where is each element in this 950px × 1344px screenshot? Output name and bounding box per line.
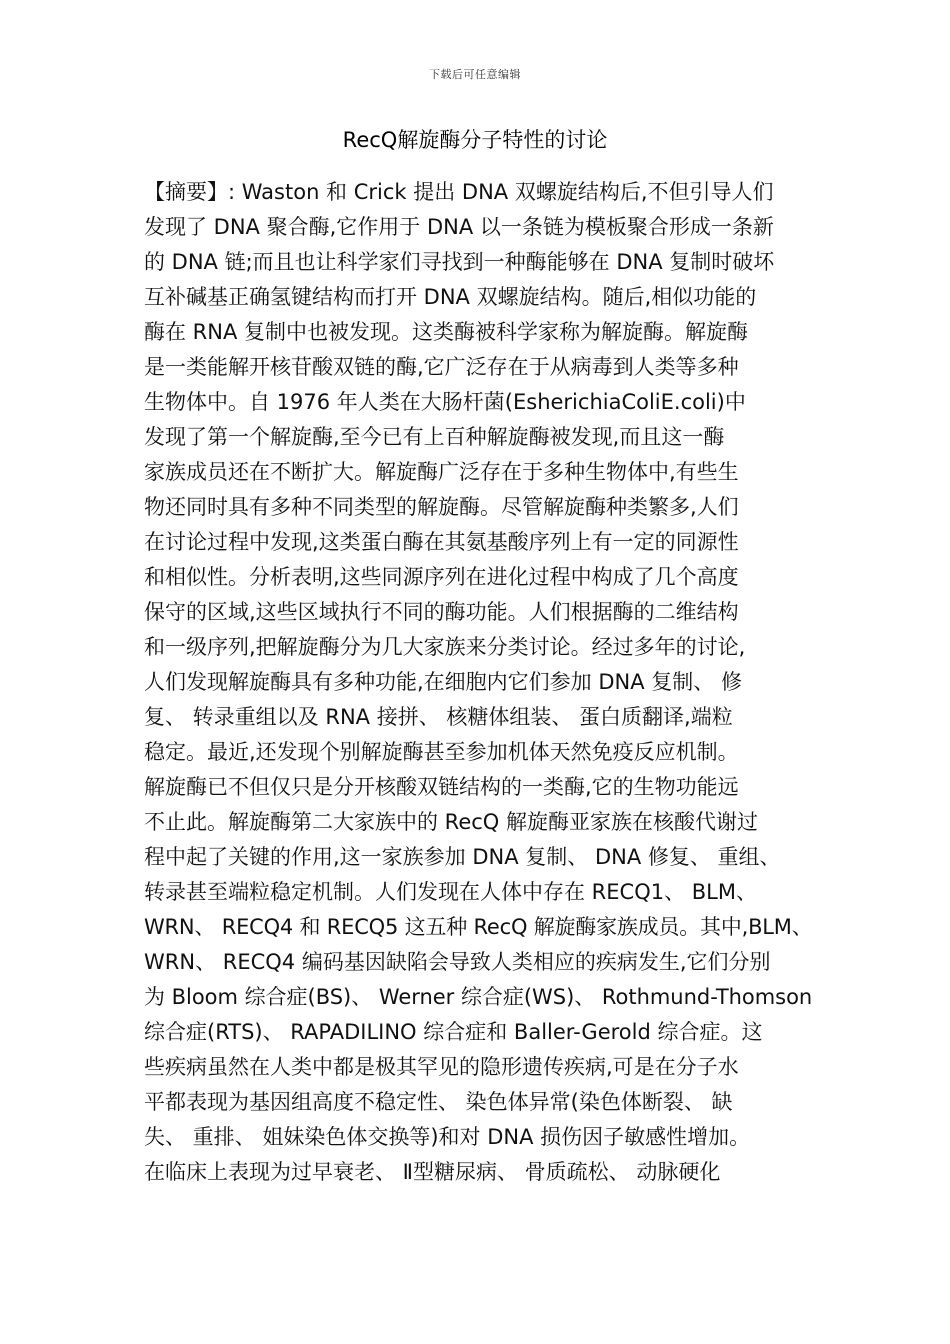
- body-line: 的 DNA 链;而且也让科学家们寻找到一种酶能够在 DNA 复制时破坏: [144, 250, 775, 274]
- body-line: 不止此。解旋酶第二大家族中的 RecQ 解旋酶亚家族在核酸代谢过: [144, 810, 758, 834]
- body-line: 是一类能解开核苷酸双链的酶,它广泛存在于从病毒到人类等多种: [144, 355, 739, 379]
- body-line: 互补碱基正确氢键结构而打开 DNA 双螺旋结构。随后,相似功能的: [144, 285, 757, 309]
- body-line: 发现了 DNA 聚合酶,它作用于 DNA 以一条链为模板聚合形成一条新: [144, 215, 774, 239]
- body-line: 家族成员还在不断扩大。解旋酶广泛存在于多种生物体中,有些生: [144, 460, 739, 484]
- body-line: WRN、 RECQ4 编码基因缺陷会导致人类相应的疾病发生,它们分别: [144, 950, 771, 974]
- body-line: 人们发现解旋酶具有多种功能,在细胞内它们参加 DNA 复制、 修: [144, 670, 742, 694]
- body-line: 程中起了关键的作用,这一家族参加 DNA 复制、 DNA 修复、 重组、: [144, 845, 781, 869]
- body-line: 为 Bloom 综合症(BS)、 Werner 综合症(WS)、 Rothmund-Thomson: [144, 985, 813, 1009]
- body-line: 解旋酶已不但仅只是分开核酸双链结构的一类酶,它的生物功能远: [144, 775, 739, 799]
- body-line: 在讨论过程中发现,这类蛋白酶在其氨基酸序列上有一定的同源性: [144, 530, 739, 554]
- page-header: 下载后可任意编辑: [429, 68, 521, 81]
- body-line: 发现了第一个解旋酶,至今已有上百种解旋酶被发现,而且这一酶: [144, 425, 725, 449]
- body-line: 物还同时具有多种不同类型的解旋酶。尽管解旋酶种类繁多,人们: [144, 495, 739, 519]
- document-title: RecQ解旋酶分子特性的讨论: [342, 128, 608, 152]
- body-line: 和相似性。分析表明,这些同源序列在进化过程中构成了几个高度: [144, 565, 739, 589]
- body-line: 保守的区域,这些区域执行不同的酶功能。人们根据酶的二维结构: [144, 600, 739, 624]
- body-line: 在临床上表现为过早衰老、 Ⅱ型糖尿病、 骨质疏松、 动脉硬化: [144, 1160, 721, 1184]
- body-text: [144, 175, 812, 1190]
- body-line: 复、 转录重组以及 RNA 接拼、 核糖体组装、 蛋白质翻译,端粒: [144, 705, 733, 729]
- body-line: 【摘要】: Waston 和 Crick 提出 DNA 双螺旋结构后,不但引导人们: [144, 180, 774, 204]
- body-line: 酶在 RNA 复制中也被发现。这类酶被科学家称为解旋酶。解旋酶: [144, 320, 749, 344]
- body-line: 转录甚至端粒稳定机制。人们发现在人体中存在 RECQ1、 BLM、: [144, 880, 757, 904]
- body-line: 生物体中。自 1976 年人类在大肠杆菌(EsherichiaColiE.coli)中: [144, 390, 746, 414]
- body-line: 些疾病虽然在人类中都是极其罕见的隐形遗传疾病,可是在分子水: [144, 1055, 739, 1079]
- body-line: 稳定。最近,还发现个别解旋酶甚至参加机体天然免疫反应机制。: [144, 740, 739, 764]
- body-line: 失、 重排、 姐妹染色体交换等)和对 DNA 损伤因子敏感性增加。: [144, 1125, 751, 1149]
- body-line: WRN、 RECQ4 和 RECQ5 这五种 RecQ 解旋酶家族成员。其中,BLM、: [144, 915, 813, 939]
- body-line: 平都表现为基因组高度不稳定性、 染色体异常(染色体断裂、 缺: [144, 1090, 733, 1114]
- body-line: 综合症(RTS)、 RAPADILINO 综合症和 Baller-Gerold 综合症。这: [144, 1020, 763, 1044]
- body-line: 和一级序列,把解旋酶分为几大家族来分类讨论。经过多年的讨论,: [144, 635, 746, 659]
